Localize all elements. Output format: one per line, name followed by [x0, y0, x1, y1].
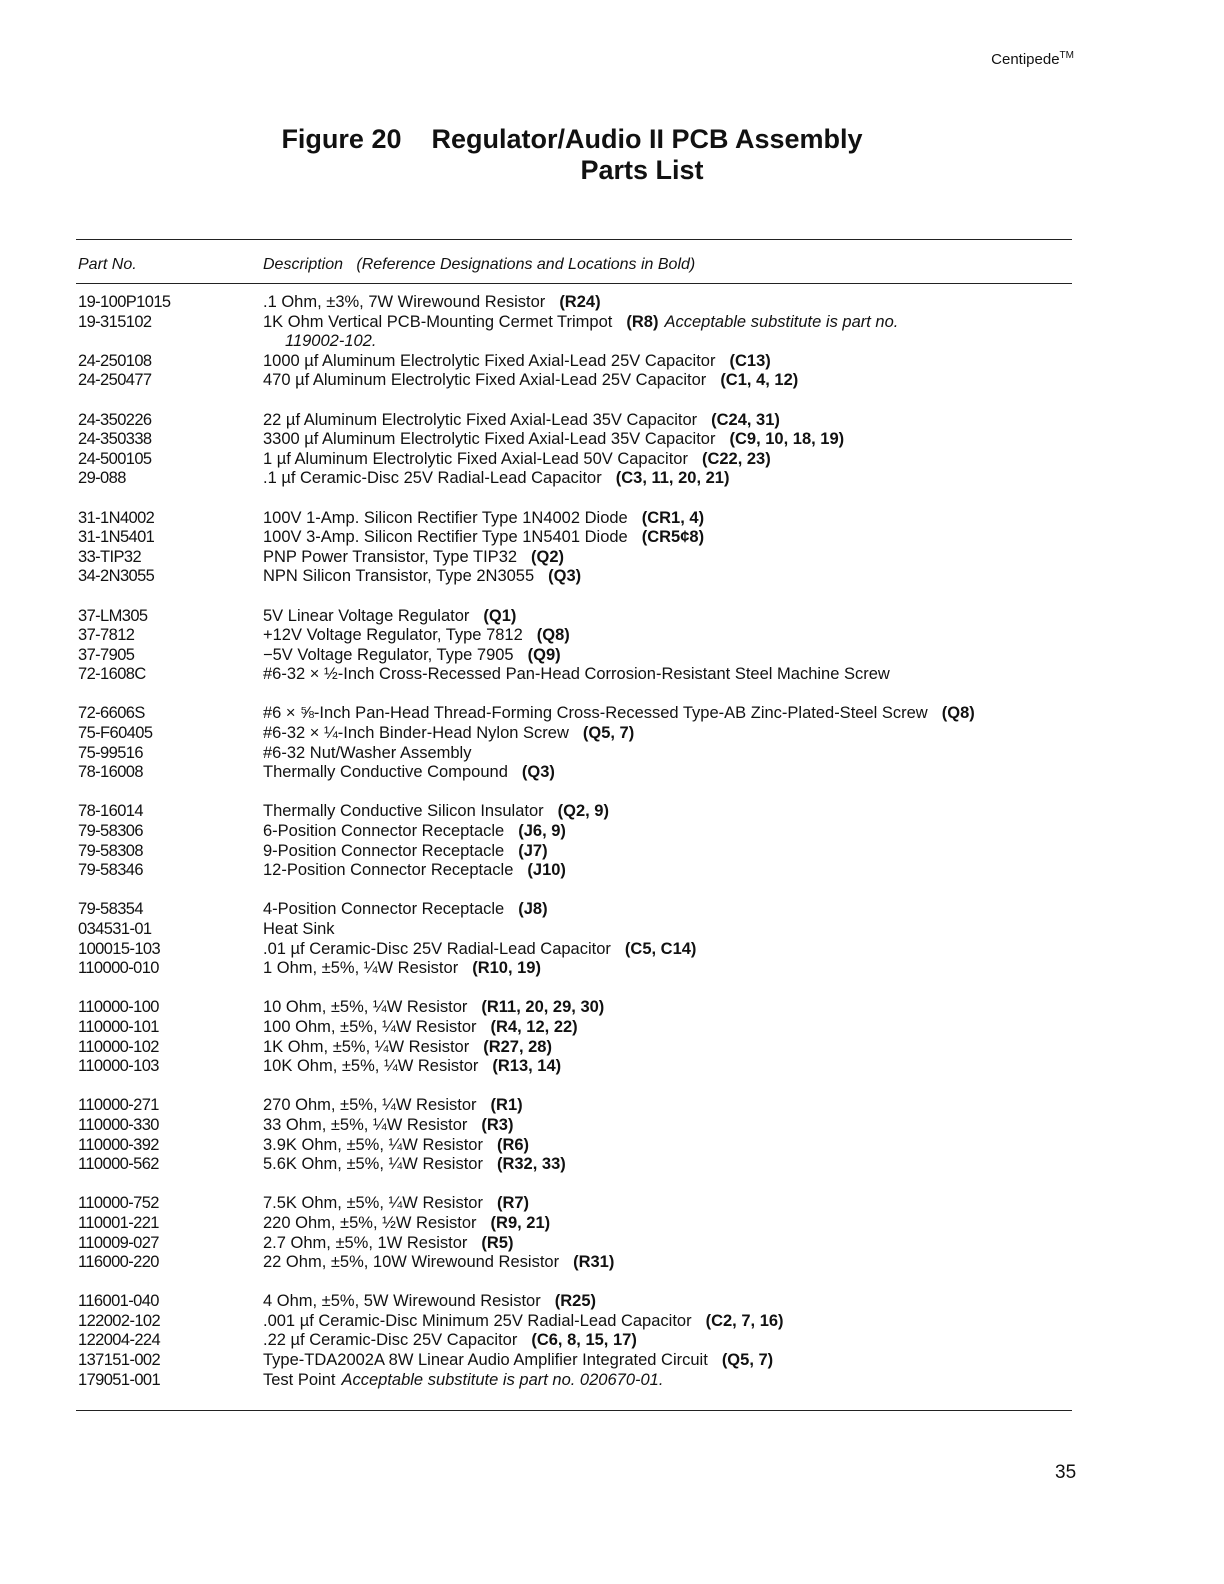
description: [263, 998, 604, 1018]
description-text: #6-32 × ¼-Inch Binder-Head Nylon Screw: [263, 724, 569, 743]
description-text: 22 µf Aluminum Electrolytic Fixed Axial-Lead 35V Capacitor: [263, 410, 698, 429]
description: [263, 1096, 523, 1116]
reference-designation: (Q8): [536, 626, 570, 645]
description: [263, 469, 729, 489]
part-number: 137151-002: [78, 1351, 161, 1370]
description: [263, 1155, 566, 1175]
part-number: 034531-01: [78, 920, 152, 938]
description-text: 4-Position Connector Receptacle: [263, 900, 505, 919]
part-number: 19-100P1015: [78, 293, 171, 311]
header-rule: [76, 283, 1072, 284]
description-text: 5V Linear Voltage Regulator: [263, 606, 470, 625]
table-row: [78, 724, 1078, 744]
description: [263, 1371, 663, 1391]
description-text: 1K Ohm Vertical PCB-Mounting Cermet Trimpot: [263, 312, 613, 331]
part-number: 179051-001: [78, 1370, 161, 1389]
reference-designation: (Q2, 9): [557, 802, 609, 821]
table-row: [78, 959, 1078, 979]
reference-designation: (Q3): [548, 567, 582, 586]
parts-group: [78, 1292, 1078, 1390]
parts-group: [78, 411, 1078, 489]
description-text: 2.7 Ohm, ±5%, 1W Resistor: [263, 1233, 468, 1252]
reference-designation: (R7): [496, 1194, 530, 1213]
reference-designation: (J7): [518, 841, 548, 860]
description-text: 5.6K Ohm, ±5%, ¼W Resistor: [263, 1155, 483, 1174]
description: [263, 528, 704, 548]
description: [263, 704, 975, 724]
table-row: [78, 293, 1078, 313]
description: [263, 1312, 784, 1332]
table-row: [78, 861, 1078, 881]
reference-designation: (R10, 19): [472, 959, 541, 978]
table-row: [78, 665, 1078, 685]
description-text: 1 Ohm, ±5%, ¼W Resistor: [263, 959, 459, 978]
reference-designation: (R4, 12, 22): [490, 1017, 578, 1036]
description-text: NPN Silicon Transistor, Type 2N3055: [263, 567, 535, 586]
reference-designation: (Q2): [531, 547, 565, 566]
description: [263, 607, 516, 627]
table-row: [78, 822, 1078, 842]
column-header-description: Description (Reference Designations and Locations in Bold): [263, 256, 696, 273]
description-text: 100V 3-Amp. Silicon Rectifier Type 1N5401 Diode: [263, 528, 628, 547]
description-text: #6 × ⅝-Inch Pan-Head Thread-Forming Cross-Recessed Type-AB Zinc-Plated-Steel Screw: [263, 704, 928, 723]
description-text: .001 µf Ceramic-Disc Minimum 25V Radial-Lead Capacitor: [263, 1311, 692, 1330]
table-row: [78, 802, 1078, 822]
description-text: #6-32 × ½-Inch Cross-Recessed Pan-Head Corrosion-Resistant Steel Machine Screw: [263, 665, 890, 684]
description: [263, 763, 555, 783]
table-row: [78, 998, 1078, 1018]
description: [263, 1057, 561, 1077]
reference-designation: (C13): [729, 351, 771, 370]
description-text: 22 Ohm, ±5%, 10W Wirewound Resistor: [263, 1253, 560, 1272]
table-row: [78, 1096, 1078, 1116]
reference-designation: (C3, 11, 20, 21): [615, 469, 730, 488]
description-text: 10K Ohm, ±5%, ¼W Resistor: [263, 1057, 479, 1076]
running-header: [991, 50, 1074, 68]
part-number: 110000-102: [78, 1037, 159, 1056]
description-text: 3300 µf Aluminum Electrolytic Fixed Axial-Lead 35V Capacitor: [263, 430, 716, 449]
description: [263, 1331, 637, 1351]
reference-designation: (Q1): [483, 606, 517, 625]
description-text: 10 Ohm, ±5%, ¼W Resistor: [263, 998, 468, 1017]
description: [263, 293, 601, 313]
reference-designation: (Q3): [521, 763, 555, 782]
reference-designation: (R31): [573, 1253, 615, 1272]
description: [263, 822, 566, 842]
table-row: [78, 313, 1078, 352]
description-text: PNP Power Transistor, Type TIP32: [263, 547, 518, 566]
reference-designation: (C24, 31): [711, 410, 780, 429]
description: [263, 646, 561, 666]
table-row: [78, 763, 1078, 783]
description: [263, 1116, 513, 1136]
description: [263, 861, 566, 881]
description-text: .1 µf Ceramic-Disc 25V Radial-Lead Capacitor: [263, 469, 602, 488]
description-text: 9-Position Connector Receptacle: [263, 841, 505, 860]
figure-number: Figure 20: [281, 124, 402, 154]
table-row: [78, 940, 1078, 960]
part-number: 110000-010: [78, 959, 159, 978]
table-row: [78, 607, 1078, 627]
part-number: 79-58308: [78, 841, 143, 860]
description: [263, 411, 780, 431]
table-row: [78, 352, 1078, 372]
table-row: [78, 646, 1078, 666]
part-number: 37-7905: [78, 645, 135, 664]
part-number: 24-500105: [78, 449, 152, 468]
description: [263, 548, 564, 568]
part-number: 29-088: [78, 469, 126, 488]
reference-designation: (CR5¢8): [641, 528, 705, 547]
description-text: 100 Ohm, ±5%, ¼W Resistor: [263, 1017, 477, 1036]
description: [263, 959, 541, 979]
part-number: 19-315102: [78, 312, 152, 331]
part-number: 116001-040: [78, 1292, 159, 1311]
description-text: .22 µf Ceramic-Disc 25V Capacitor: [263, 1331, 518, 1350]
table-row: [78, 430, 1078, 450]
reference-designation: (C5, C14): [624, 939, 697, 958]
table-row: [78, 842, 1078, 862]
column-header-part: Part No.: [78, 256, 137, 273]
part-number: 110000-103: [78, 1057, 159, 1076]
part-number: 31-1N5401: [78, 528, 155, 547]
part-number: 122004-224: [78, 1331, 161, 1350]
description: [263, 940, 696, 960]
description-text: .01 µf Ceramic-Disc 25V Radial-Lead Capacitor: [263, 939, 611, 958]
reference-designation: (Q9): [527, 645, 561, 664]
reference-designation: (C9, 10, 18, 19): [729, 430, 845, 449]
part-number: 122002-102: [78, 1311, 161, 1330]
description: [263, 1292, 596, 1312]
trademark: TM: [1059, 50, 1074, 61]
description: [263, 802, 609, 822]
description-text: 3.9K Ohm, ±5%, ¼W Resistor: [263, 1135, 483, 1154]
part-number: 79-58346: [78, 861, 143, 880]
reference-designation: (R9, 21): [490, 1213, 551, 1232]
description-text: Test Point: [263, 1370, 336, 1389]
description-text: 470 µf Aluminum Electrolytic Fixed Axial-Lead 25V Capacitor: [263, 371, 707, 390]
table-row: [78, 1331, 1078, 1351]
substitute-note: Acceptable substitute is part no. 020670-01.: [341, 1370, 664, 1389]
reference-designation: (C2, 7, 16): [705, 1311, 784, 1330]
description-text: Type-TDA2002A 8W Linear Audio Amplifier Integrated Circuit: [263, 1351, 708, 1370]
description: [263, 1253, 614, 1273]
reference-designation: (Q8): [941, 704, 975, 723]
table-row: [78, 1155, 1078, 1175]
bottom-rule: [76, 1410, 1072, 1411]
table-row: [78, 1038, 1078, 1058]
reference-designation: (R8): [626, 312, 659, 331]
table-row: [78, 548, 1078, 568]
title-line-1: Regulator/Audio II PCB Assembly: [431, 124, 863, 154]
description: [263, 430, 844, 450]
table-row: [78, 1371, 1078, 1391]
description-text: 1K Ohm, ±5%, ¼W Resistor: [263, 1037, 470, 1056]
reference-designation: (C6, 8, 15, 17): [531, 1331, 637, 1350]
description-text: Thermally Conductive Compound: [263, 763, 508, 782]
description-text: 7.5K Ohm, ±5%, ¼W Resistor: [263, 1194, 483, 1213]
part-number: 110000-392: [78, 1135, 159, 1154]
part-number: 24-350226: [78, 410, 152, 429]
parts-group: [78, 293, 1078, 391]
description: [263, 352, 771, 372]
parts-group: [78, 998, 1078, 1076]
table-row: [78, 900, 1078, 920]
part-number: 72-6606S: [78, 704, 145, 723]
part-number: 79-58354: [78, 900, 143, 919]
part-number: 116000-220: [78, 1253, 159, 1272]
part-number: 110000-101: [78, 1017, 159, 1036]
table-row: [78, 744, 1078, 764]
part-number: 78-16008: [78, 763, 143, 782]
description-text: Thermally Conductive Silicon Insulator: [263, 802, 544, 821]
description-text: 4 Ohm, ±5%, 5W Wirewound Resistor: [263, 1292, 541, 1311]
reference-designation: (R5): [481, 1233, 514, 1252]
table-row: [78, 1312, 1078, 1332]
part-number: 33-TIP32: [78, 547, 142, 566]
parts-group: [78, 704, 1078, 782]
part-number: 110009-027: [78, 1233, 159, 1252]
description: [263, 450, 771, 470]
reference-designation: (R6): [496, 1135, 530, 1154]
table-row: [78, 1351, 1078, 1371]
table-row: [78, 509, 1078, 529]
part-number: 110000-562: [78, 1155, 159, 1174]
table-row: [78, 411, 1078, 431]
description-text: 6-Position Connector Receptacle: [263, 822, 505, 841]
part-number: 110000-330: [78, 1115, 159, 1134]
reference-designation: (J10): [527, 861, 566, 880]
description: [263, 744, 471, 764]
description-text: #6-32 Nut/Washer Assembly: [263, 743, 472, 762]
table-row: [78, 1116, 1078, 1136]
part-number: 79-58306: [78, 822, 143, 841]
description-text: −5V Voltage Regulator, Type 7905: [263, 645, 514, 664]
table-row: [78, 450, 1078, 470]
reference-designation: (J8): [518, 900, 548, 919]
page-title: [0, 124, 1144, 186]
table-row: [78, 567, 1078, 587]
description: [263, 371, 798, 391]
description-text: 1 µf Aluminum Electrolytic Fixed Axial-Lead 50V Capacitor: [263, 449, 688, 468]
substitute-note: Acceptable substitute is part no.: [664, 312, 899, 331]
table-row: [78, 1253, 1078, 1273]
part-number: 75-99516: [78, 743, 143, 762]
reference-designation: (R11, 20, 29, 30): [481, 998, 605, 1017]
title-line-2: Parts List: [580, 155, 704, 185]
description: [263, 626, 570, 646]
parts-group: [78, 1194, 1078, 1272]
description: [263, 1038, 552, 1058]
reference-designation: (Q5, 7): [582, 724, 635, 743]
description-text: 220 Ohm, ±5%, ½W Resistor: [263, 1213, 477, 1232]
parts-group: [78, 900, 1078, 978]
reference-designation: (R27, 28): [483, 1037, 552, 1056]
part-number: 110000-100: [78, 998, 159, 1017]
description: [263, 842, 548, 862]
substitute-note-continued: 119002-102.: [285, 332, 377, 351]
description: [263, 1234, 513, 1254]
part-number: 24-350338: [78, 430, 152, 449]
description-text: Heat Sink: [263, 920, 335, 938]
page-number: 35: [1055, 1462, 1077, 1483]
brand-name: Centipede: [991, 51, 1060, 68]
table-row: [78, 704, 1078, 724]
description: [263, 1194, 529, 1214]
reference-designation: (R3): [481, 1115, 514, 1134]
description: [263, 1351, 773, 1371]
part-number: 24-250108: [78, 351, 152, 370]
reference-designation: (C1, 4, 12): [720, 371, 799, 390]
part-number: 37-LM305: [78, 606, 148, 625]
description: [263, 313, 898, 352]
table-row: [78, 1214, 1078, 1234]
description-text: 12-Position Connector Receptacle: [263, 861, 514, 880]
part-number: 110001-221: [78, 1213, 159, 1232]
table-row: [78, 371, 1078, 391]
part-number: 31-1N4002: [78, 508, 155, 527]
part-number: 110000-271: [78, 1096, 159, 1115]
description: [263, 900, 548, 920]
part-number: 78-16014: [78, 802, 143, 821]
part-number: 37-7812: [78, 626, 135, 645]
table-row: [78, 1057, 1078, 1077]
description: [263, 920, 335, 940]
description: [263, 567, 581, 587]
description-text: 1000 µf Aluminum Electrolytic Fixed Axial-Lead 25V Capacitor: [263, 351, 716, 370]
table-row: [78, 1234, 1078, 1254]
reference-designation: (R1): [490, 1096, 523, 1115]
table-row: [78, 528, 1078, 548]
table-row: [78, 626, 1078, 646]
parts-group: [78, 1096, 1078, 1174]
description-text: 100V 1-Amp. Silicon Rectifier Type 1N4002 Diode: [263, 508, 628, 527]
reference-designation: (J6, 9): [518, 822, 566, 841]
part-number: 34-2N3055: [78, 567, 155, 586]
part-number: 72-1608C: [78, 665, 146, 684]
parts-group: [78, 802, 1078, 880]
description-text: .1 Ohm, ±3%, 7W Wirewound Resistor: [263, 293, 546, 311]
table-row: [78, 1018, 1078, 1038]
part-number: 100015-103: [78, 939, 161, 958]
description-text: +12V Voltage Regulator, Type 7812: [263, 626, 523, 645]
description-text: 270 Ohm, ±5%, ¼W Resistor: [263, 1096, 477, 1115]
description: [263, 1018, 578, 1038]
parts-group: [78, 509, 1078, 587]
table-row: [78, 1194, 1078, 1214]
description-text: 33 Ohm, ±5%, ¼W Resistor: [263, 1115, 468, 1134]
reference-designation: (R32, 33): [496, 1155, 566, 1174]
description: [263, 1214, 550, 1234]
parts-list: [78, 293, 1078, 1410]
table-row: [78, 920, 1078, 940]
table-row: [78, 1136, 1078, 1156]
part-number: 24-250477: [78, 371, 152, 390]
part-number: 110000-752: [78, 1194, 159, 1213]
description: [263, 1136, 529, 1156]
reference-designation: (CR1, 4): [641, 508, 705, 527]
reference-designation: (R25): [554, 1292, 596, 1311]
part-number: 75-F60405: [78, 724, 153, 743]
reference-designation: (R24): [559, 293, 601, 311]
top-rule: [76, 239, 1072, 240]
description: [263, 509, 704, 529]
reference-designation: (R13, 14): [492, 1057, 562, 1076]
table-row: [78, 469, 1078, 489]
description: [263, 665, 890, 685]
table-row: [78, 1292, 1078, 1312]
parts-group: [78, 607, 1078, 685]
reference-designation: (Q5, 7): [721, 1351, 774, 1370]
description: [263, 724, 634, 744]
reference-designation: (C22, 23): [701, 449, 771, 468]
